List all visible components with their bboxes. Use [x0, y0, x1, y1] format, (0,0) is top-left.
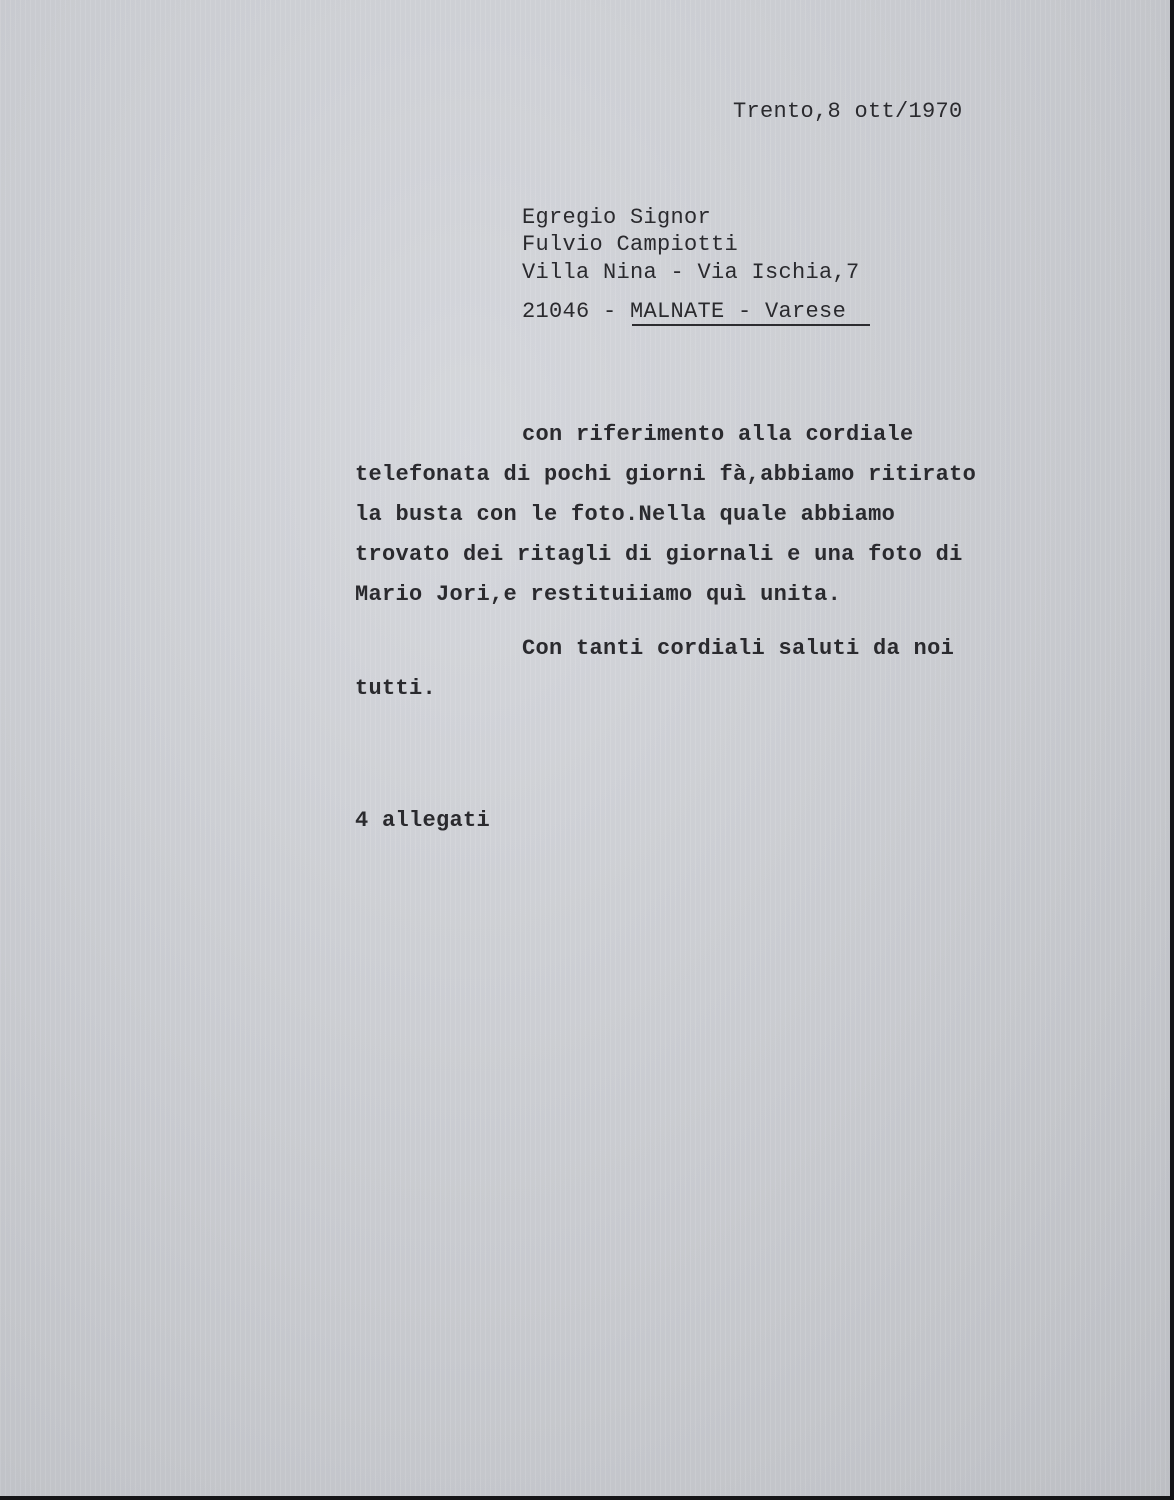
body-line-2: telefonata di pochi giorni fà,abbiamo ritirato: [355, 462, 977, 487]
body-line-1: con riferimento alla cordiale: [522, 422, 914, 447]
body-line-4: trovato dei ritagli di giornali e una foto di: [355, 542, 963, 567]
recipient-name: Fulvio Campiotti: [522, 232, 739, 257]
recipient-city-line: [522, 299, 846, 325]
recipient-postcode: 21046 -: [522, 299, 631, 324]
scan-edge-right: [1170, 0, 1174, 1500]
recipient-address: Villa Nina - Via Ischia,7: [522, 260, 860, 285]
body-line-3: la busta con le foto.Nella quale abbiamo: [355, 502, 896, 527]
enclosures-note: 4 allegati: [355, 808, 491, 833]
letter-date: Trento,8 ott/1970: [733, 99, 963, 124]
recipient-salutation: Egregio Signor: [522, 205, 712, 230]
body-line-5: Mario Jori,e restituiiamo quì unita.: [355, 582, 842, 607]
recipient-city: MALNATE: [630, 299, 725, 324]
city-underline: [632, 324, 870, 326]
closing-line-2: tutti.: [355, 676, 437, 701]
closing-line-1: Con tanti cordiali saluti da noi: [522, 636, 955, 661]
scan-edge-bottom: [0, 1496, 1174, 1500]
recipient-province: - Varese: [724, 299, 847, 324]
